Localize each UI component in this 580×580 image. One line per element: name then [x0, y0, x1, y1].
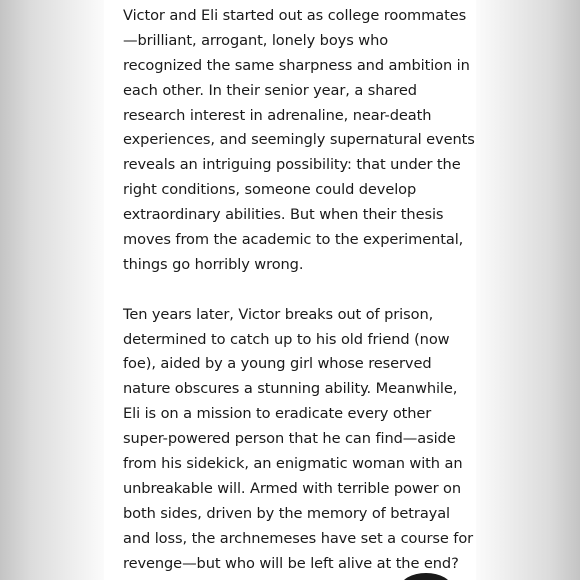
text-line: foe), aided by a young girl whose reserved	[123, 355, 432, 373]
text-line: moves from the academic to the experimental,	[123, 231, 464, 249]
text-line: revenge—but who will be left alive at the end?	[123, 554, 459, 572]
text-line: experiences, and seemingly supernatural events	[123, 131, 475, 149]
text-line: from his sidekick, an enigmatic woman with an	[123, 455, 463, 473]
paragraph-2	[123, 303, 475, 577]
text-line: reveals an intriguing possibility: that under the	[123, 156, 461, 174]
text-line: research interest in adrenaline, near-death	[123, 106, 432, 124]
paragraph-1	[123, 4, 475, 278]
text-line: unbreakable will. Armed with terrible power on	[123, 479, 461, 497]
text-line: Eli is on a mission to eradicate every other	[123, 405, 432, 423]
text-line: recognized the same sharpness and ambition in	[123, 56, 470, 74]
text-line: extraordinary abilities. But when their thesis	[123, 206, 444, 224]
text-line: Ten years later, Victor breaks out of prison,	[123, 305, 434, 323]
text-line: each other. In their senior year, a shared	[123, 81, 417, 99]
text-line: Victor and Eli started out as college roommates	[123, 7, 467, 24]
text-line: super-powered person that he can find—aside	[123, 430, 456, 448]
text-page	[104, 0, 476, 580]
text-line: —brilliant, arrogant, lonely boys who	[123, 31, 389, 49]
right-blur-margin	[476, 0, 580, 580]
book-description	[123, 4, 475, 576]
text-line: nature obscures a stunning ability. Meanwhile,	[123, 380, 458, 398]
text-line: both sides, driven by the memory of betrayal	[123, 504, 450, 522]
text-line: determined to catch up to his old friend (now	[123, 330, 450, 348]
left-blur-margin	[0, 0, 104, 580]
text-line: right conditions, someone could develop	[123, 181, 417, 199]
paragraph-gap	[123, 278, 475, 303]
text-line: and loss, the archnemeses have set a course for	[123, 529, 474, 547]
text-line: things go horribly wrong.	[123, 255, 304, 273]
